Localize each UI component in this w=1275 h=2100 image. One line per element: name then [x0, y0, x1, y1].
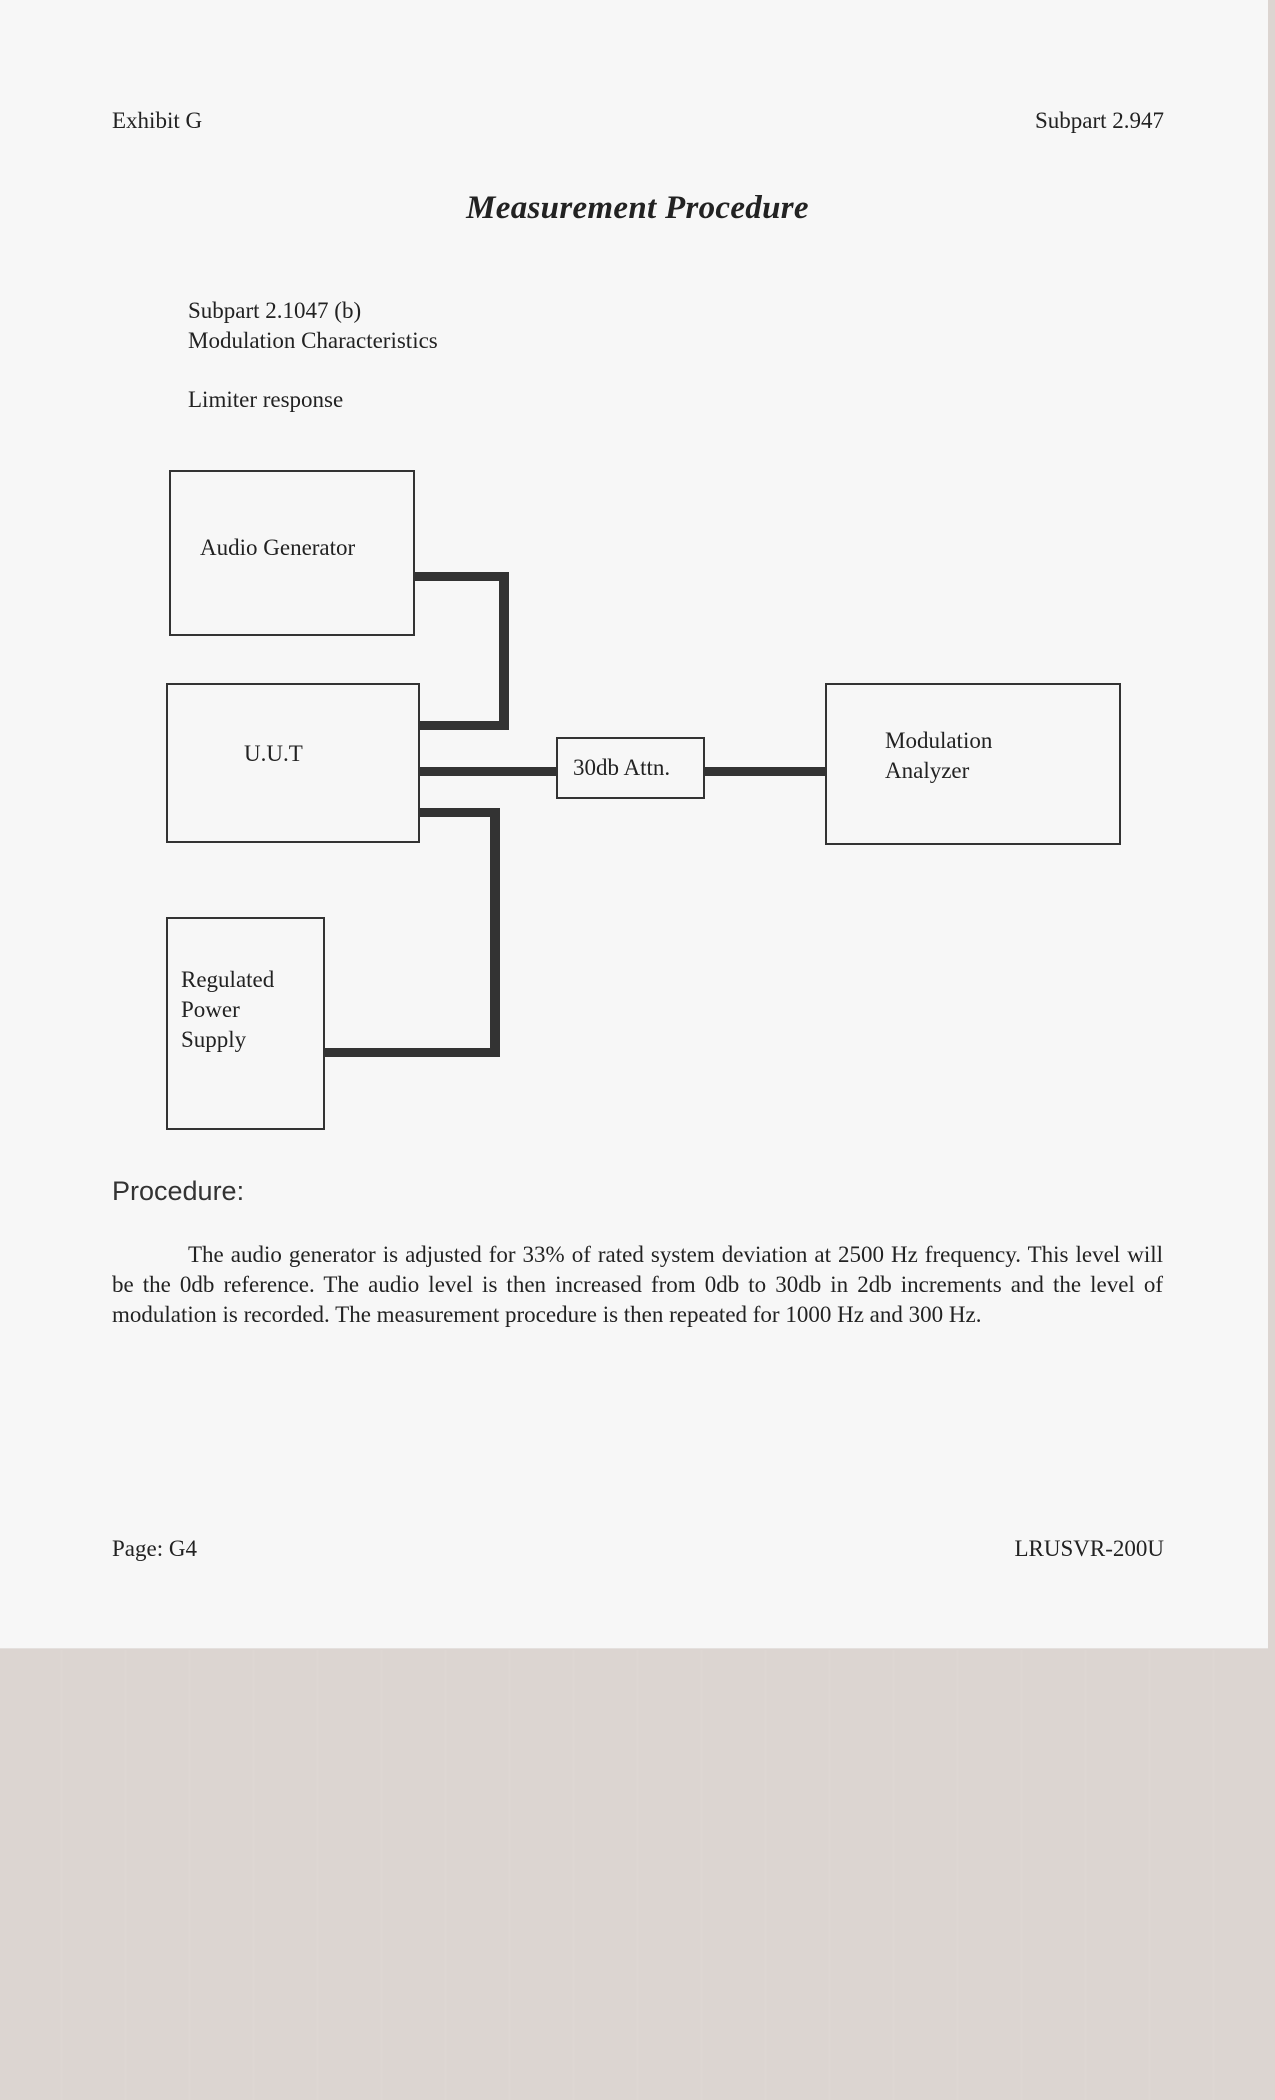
wire-uut-power [418, 808, 500, 817]
attenuator-box [556, 737, 705, 799]
model-number: LRUSVR-200U [1014, 1536, 1164, 1561]
page-title: Measurement Procedure [466, 190, 809, 226]
power-supply-box [166, 917, 325, 1130]
wire-audio-generator-out [413, 572, 509, 581]
procedure-text: The audio generator is adjusted for 33% of rated system deviation at 2500 Hz frequency. This level will be the 0db reference. The audio level is then increased from 0db to 30db in 2db increments and the level of modulation is recorded. The measurement procedure is then repeated for 1000 Hz and 300 Hz. [112, 1242, 1163, 1327]
wire-attenuator-to-analyzer [703, 767, 827, 776]
audio-generator-box [169, 470, 415, 636]
wire-audio-to-uut [418, 721, 509, 730]
modulation-analyzer-label: Modulation Analyzer [885, 728, 993, 783]
wire-uut-to-attenuator [418, 767, 558, 776]
attenuator-label: 30db Attn. [573, 755, 671, 780]
uut-box [166, 683, 420, 843]
section-subtitle: Modulation Characteristics [188, 328, 438, 353]
wire-audio-generator-vertical [499, 572, 509, 730]
modulation-analyzer-box [825, 683, 1121, 845]
page-number: Page: G4 [112, 1536, 197, 1561]
power-supply-label: Regulated Power Supply [181, 967, 275, 1052]
test-name: Limiter response [188, 387, 344, 412]
subpart-reference: Subpart 2.1047 (b) [188, 298, 362, 323]
audio-generator-label: Audio Generator [200, 535, 356, 560]
subpart-label: Subpart 2.947 [1034, 108, 1164, 133]
procedure-heading: Procedure: [112, 1176, 245, 1206]
wire-power-vertical [490, 808, 500, 1057]
uut-label: U.U.T [244, 741, 303, 766]
exhibit-label: Exhibit G [112, 108, 203, 133]
wire-power-supply-out [324, 1048, 500, 1057]
scan-background [0, 1650, 1275, 2100]
